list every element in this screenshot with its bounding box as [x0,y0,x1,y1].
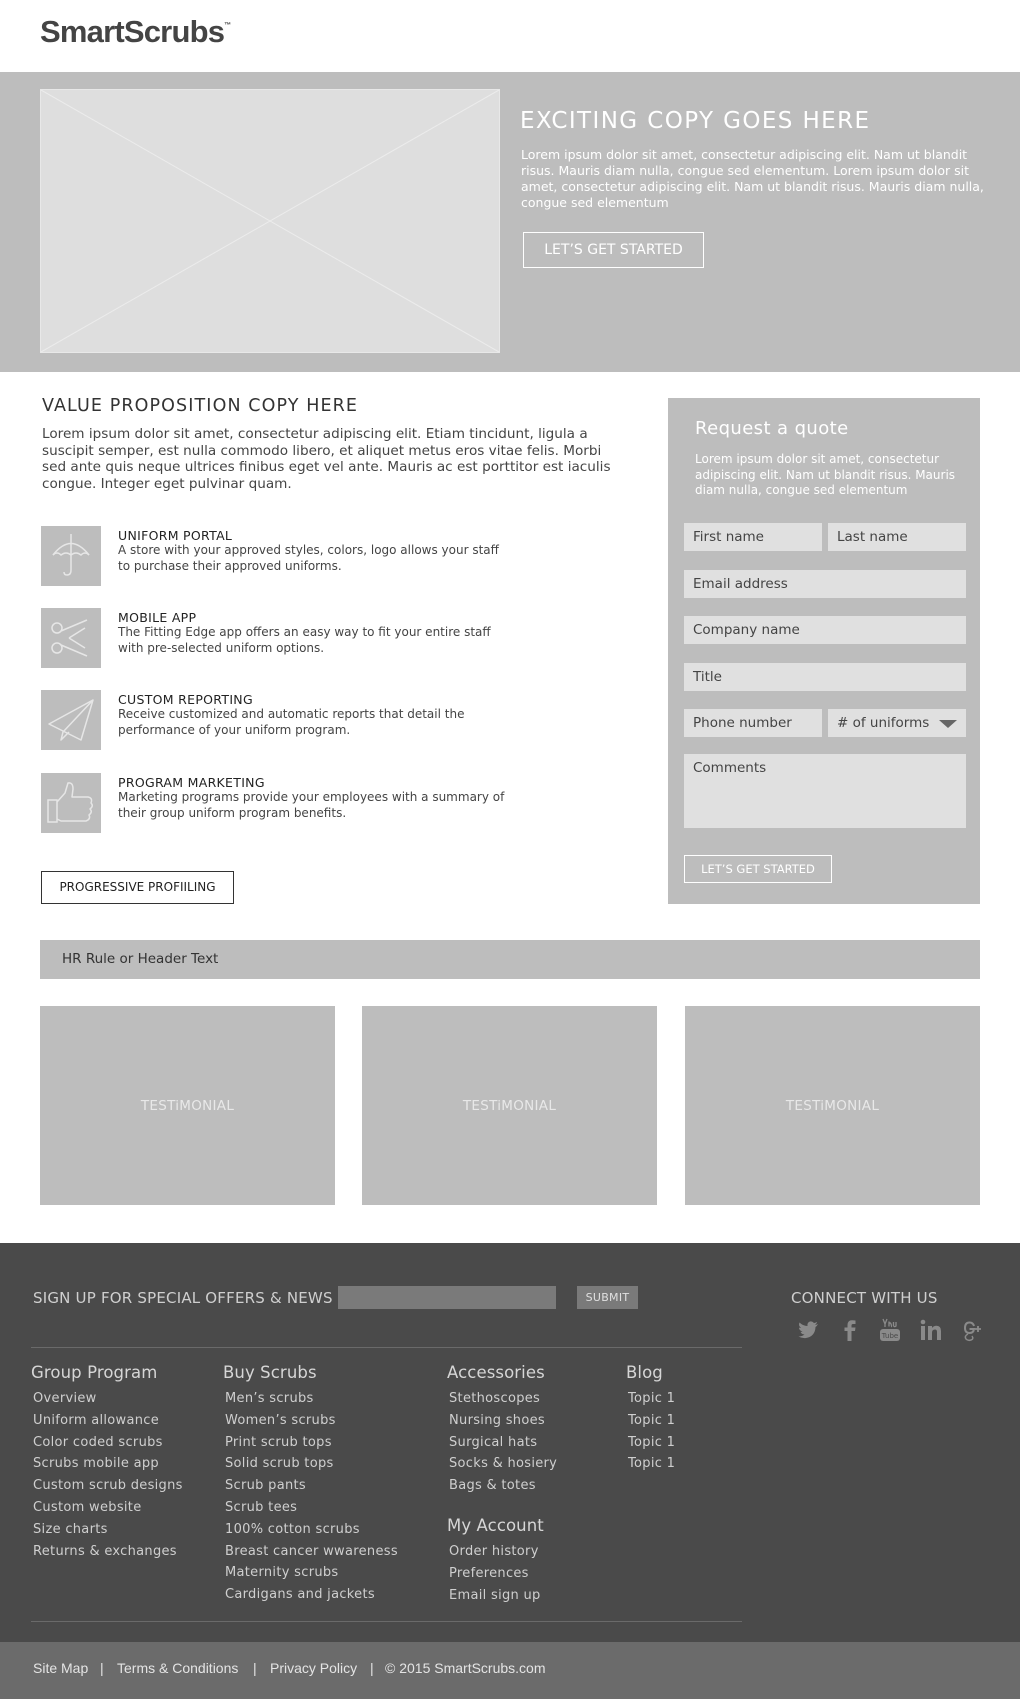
quote-body: Lorem ipsum dolor sit amet, consectetur adipiscing elit. Nam ut blandit risus. Mauris diam nulla, congue sed elementum [695,452,956,497]
footer-link[interactable]: Bags & totes [449,1478,536,1494]
feature-desc: A store with your approved styles, colors, logo allows your staff to purchase their approved uniforms. [118,543,499,573]
footer-col-title: My Account [447,1516,544,1535]
email-field[interactable]: Email address [684,570,966,598]
footer-link[interactable]: Topic 1 [628,1434,676,1450]
footer-link[interactable]: Nursing shoes [449,1412,545,1428]
feature-mobile-app [41,608,521,668]
footer-link[interactable]: Scrub tees [225,1499,298,1515]
linkedin-icon[interactable] [918,1317,944,1343]
footer-col-title: Accessories [447,1363,545,1382]
footer-link[interactable]: Maternity scrubs [225,1565,339,1581]
thumbs-up-icon [41,773,101,833]
chevron-down-icon [939,720,957,728]
footer-link[interactable]: Stethoscopes [449,1391,541,1406]
signup-email-input[interactable] [338,1286,556,1309]
connect-label: CONNECT WITH US [791,1289,938,1307]
footer-col-accessories [447,1363,557,1497]
value-prop-title: VALUE PROPOSITION COPY HERE [42,396,359,416]
footer-link[interactable]: 100% cotton scrubs [225,1521,360,1537]
uniforms-select-value: # of uniforms [837,715,930,731]
hero-cta-button[interactable]: LET’S GET STARTED [523,232,704,268]
footer-col-blog [626,1363,675,1475]
first-name-field[interactable]: First name [684,523,822,551]
progressive-profiling-button[interactable]: PROGRESSIVE PROFIILING [41,871,234,904]
feature-desc: Marketing programs provide your employees with a summary of their group uniform program benefits. [118,790,505,820]
title-field[interactable]: Title [684,663,966,691]
company-field[interactable]: Company name [684,616,966,644]
footer-divider [31,1621,742,1622]
footer-divider [31,1347,742,1348]
bottom-bar [0,1642,1020,1699]
footer-link[interactable]: Uniform allowance [33,1412,160,1428]
privacy-link[interactable]: Privacy Policy [270,1660,358,1676]
comments-field[interactable]: Comments [684,754,966,828]
testimonial-card [685,1006,980,1205]
footer-col-title: Blog [626,1363,663,1382]
feature-desc: Receive customized and automatic reports that detail the performance of your uniform program. [118,707,465,737]
footer-link[interactable]: Topic 1 [628,1456,676,1472]
umbrella-icon [41,526,101,586]
footer-link[interactable]: Breast cancer wwareness [225,1543,398,1559]
phone-field[interactable]: Phone number [684,709,822,737]
svg-text:Tube: Tube [881,1332,899,1340]
paper-plane-icon [41,690,101,750]
footer-link[interactable]: Women’s scrubs [225,1412,336,1428]
feature-custom-reporting [41,690,521,750]
footer-link[interactable]: Scrub pants [225,1478,306,1494]
facebook-icon[interactable] [837,1317,863,1343]
logo-text: SmartScrubs [40,14,225,49]
quote-title: Request a quote [695,418,849,439]
logo[interactable] [40,14,231,50]
site-header [0,0,1020,72]
feature-title: PROGRAM MARKETING [118,775,265,790]
testimonial-card [362,1006,657,1205]
quote-submit-button[interactable]: LET’S GET STARTED [684,855,832,883]
footer-link[interactable]: Scrubs mobile app [33,1456,159,1472]
footer-link[interactable]: Returns & exchanges [33,1543,177,1559]
hero-body: Lorem ipsum dolor sit amet, consectetur adipiscing elit. Nam ut blandit risus. Mauris diam nulla, congue sed elementum. Lorem ipsum dolor sit amet, consectetur adipiscing elit. Nam ut blandit risus. Mauris diam nulla, congue sed elementum [521,147,984,210]
google-plus-icon[interactable] [960,1317,986,1343]
footer-link[interactable]: Custom scrub designs [33,1478,183,1494]
footer-link[interactable]: Overview [33,1391,97,1406]
feature-title: UNIFORM PORTAL [118,528,233,543]
footer-link[interactable]: Order history [449,1544,539,1559]
footer-link[interactable]: Preferences [449,1565,529,1581]
footer-link[interactable]: Color coded scrubs [33,1434,163,1450]
testimonial-label: TESTiMONIAL [140,1098,235,1114]
hero-image-placeholder [40,89,500,353]
footer-link[interactable]: Custom website [33,1499,142,1515]
placeholder-cross-icon [41,90,499,352]
footer-col-title: Buy Scrubs [223,1363,317,1382]
footer-link[interactable]: Topic 1 [628,1391,676,1406]
separator: | [100,1660,104,1676]
footer-link[interactable]: Email sign up [449,1587,541,1603]
footer-link[interactable]: Cardigans and jackets [225,1587,375,1603]
quote-form [668,398,980,904]
testimonial-label: TESTiMONIAL [785,1098,880,1114]
site-footer [0,1243,1020,1642]
separator: | [253,1660,257,1676]
footer-col-my-account [447,1516,544,1606]
value-prop-body: Lorem ipsum dolor sit amet, consectetur adipiscing elit. Etiam tincidunt, ligula a suscipit semper, est nulla commodo libero, et aliquet metus eros vitae felis. Morbi sed ante quis neque ultrices finibus eget vel ante. Mauris ac est porttitor est iaculis congue. Integer eget pulvinar quam. [42,426,611,492]
footer-link[interactable]: Print scrub tops [225,1434,332,1450]
footer-col-group-program [31,1363,183,1562]
feature-title: MOBILE APP [118,610,197,625]
separator: | [370,1660,374,1676]
last-name-field[interactable]: Last name [828,523,966,551]
scissors-icon [41,608,101,668]
testimonial-card [40,1006,335,1205]
hr-header-text: HR Rule or Header Text [62,951,219,967]
signup-submit-button[interactable]: SUBMIT [577,1286,638,1309]
footer-link[interactable]: Socks & hosiery [449,1456,558,1472]
footer-col-title: Group Program [31,1363,158,1382]
hero-section [0,72,1020,372]
testimonial-label: TESTiMONIAL [462,1098,557,1114]
copyright-text: © 2015 SmartScrubs.com [385,1660,546,1676]
feature-desc: The Fitting Edge app offers an easy way to fit your entire staff with pre-selected uniform options. [118,625,491,655]
footer-link[interactable]: Size charts [33,1521,108,1537]
terms-link[interactable]: Terms & Conditions [117,1660,239,1676]
youtube-icon[interactable] [877,1317,903,1343]
footer-link[interactable]: Topic 1 [628,1412,676,1428]
footer-link[interactable]: Solid scrub tops [225,1456,334,1472]
sitemap-link[interactable]: Site Map [33,1660,89,1676]
feature-title: CUSTOM REPORTING [118,692,253,707]
hr-header-bar [40,940,980,979]
uniforms-select[interactable] [828,709,966,737]
feature-program-marketing [41,773,521,833]
twitter-icon[interactable] [795,1317,821,1343]
trademark-mark: ™ [224,22,232,29]
footer-link[interactable]: Men’s scrubs [225,1391,314,1406]
footer-link[interactable]: Surgical hats [449,1434,538,1450]
hero-title: EXCITING COPY GOES HERE [520,108,871,134]
feature-uniform-portal [41,526,521,586]
signup-label: SIGN UP FOR SPECIAL OFFERS & NEWS [33,1289,333,1307]
footer-col-buy-scrubs [223,1363,398,1606]
